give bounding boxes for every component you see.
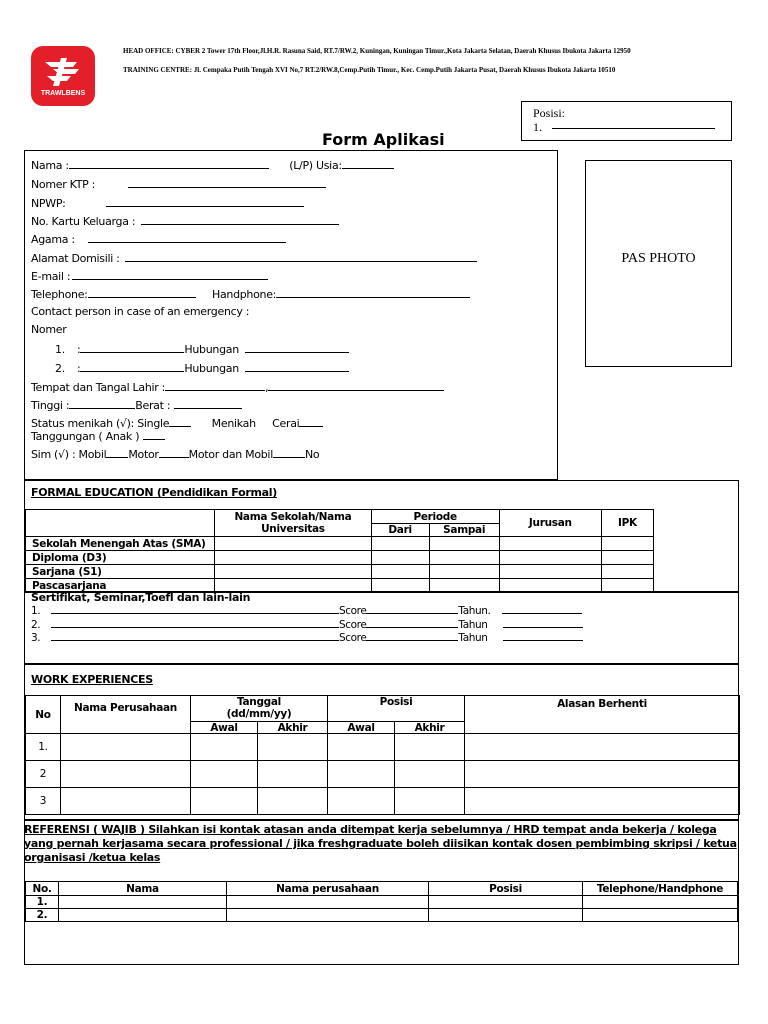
handphone-label: Handphone: — [211, 288, 277, 301]
telephone-field[interactable] — [31, 287, 470, 301]
motor-mobil-option: Motor dan Mobil — [188, 448, 273, 461]
emergency-contact-row[interactable]: 2. : Hubungan — [55, 361, 349, 375]
certificate-row[interactable]: 3. Score Tahun — [31, 632, 583, 644]
col-perusahaan-header: Nama perusahaan — [227, 882, 429, 896]
hubungan-label: Hubungan — [184, 362, 239, 375]
col-awal-header: Awal — [191, 722, 258, 734]
referensi-instructions: REFERENSI ( WAJIB ) Silahkan isi kontak atasan anda ditempat kerja sebelumnya / HRD tempat anda bekerja / kolega yang pernah kerjasama secara professional / jika freshgraduate boleh diisikan kontak dosen pembimbing skripsi / ketua organisasi /ketua kelas — [24, 823, 737, 864]
berat-label: Berat : — [135, 399, 171, 412]
education-level: Sarjana (S1) — [26, 565, 215, 579]
col-nama-header: Nama — [59, 882, 227, 896]
col-posisi-header: Posisi — [328, 696, 465, 722]
cerai-option: Cerai — [272, 417, 300, 430]
usia-label: Usia: — [316, 159, 342, 172]
hubungan-label: Hubungan — [184, 343, 239, 356]
certificate-row[interactable]: 1. Score Tahun. — [31, 605, 582, 617]
sim-label: Sim (√) : Mobil — [31, 448, 107, 461]
kk-label: No. Kartu Keluarga : — [31, 215, 136, 228]
tinggi-berat-field[interactable] — [31, 398, 242, 412]
ttl-label: Tempat dan Tangal Lahir : — [31, 381, 166, 394]
sim-field[interactable] — [31, 447, 319, 461]
nama-field[interactable] — [31, 158, 394, 172]
education-table — [25, 509, 654, 593]
certificate-row[interactable]: 2. Score Tahun — [31, 619, 583, 631]
ktp-label: Nomer KTP : — [31, 178, 96, 191]
col-dari-header: Dari — [371, 524, 429, 537]
table-row: 1. — [26, 896, 738, 909]
form-title: Form Aplikasi — [322, 130, 445, 149]
col-jurusan-header: Jurusan — [499, 510, 601, 537]
col-akhir-header: Akhir — [258, 722, 328, 734]
logo-text: TRAWLBENS — [40, 90, 86, 97]
lp-label: (L/P) — [289, 159, 313, 172]
col-posisi-header: Posisi — [429, 882, 583, 896]
work-title: WORK EXPERIENCES — [31, 673, 153, 686]
col-sampai-header: Sampai — [429, 524, 499, 537]
col-company-header: Nama Perusahaan — [61, 696, 191, 734]
telephone-label: Telephone: — [31, 288, 88, 301]
nomer-label: Nomer — [31, 323, 67, 336]
kk-field[interactable] — [31, 214, 339, 228]
certificates-title: Sertifikat, Seminar,Toefl dan lain-lain — [31, 591, 251, 604]
agama-label: Agama : — [31, 233, 75, 246]
status-label: Status menikah (√): Single — [31, 417, 170, 430]
ec-row-number: 1. — [55, 343, 65, 356]
referensi-table — [25, 881, 738, 922]
col-no-header: No. — [26, 882, 59, 896]
education-level: Diploma (D3) — [26, 551, 215, 565]
col-phone-header: Telephone/Handphone — [583, 882, 738, 896]
head-office-address: HEAD OFFICE: CYBER 2 Tower 17th Floor,Jl.H.R. Rasuna Said, RT.7/RW.2, Kuningan, Kuningan Timur.,Kota Jakarta Selatan, Daerah Khusus Ibukota Jakarta 12950 — [123, 47, 631, 55]
table-row: 2. — [26, 909, 738, 922]
email-label: E-mail : — [31, 270, 71, 283]
alamat-label: Alamat Domisili : — [31, 252, 120, 265]
agama-field[interactable] — [31, 232, 286, 246]
posisi-item-number: 1. — [533, 120, 542, 134]
work-table — [25, 695, 740, 815]
posisi-label: Posisi: — [533, 106, 566, 120]
education-title: FORMAL EDUCATION (Pendidikan Formal) — [31, 486, 277, 499]
col-awal-header: Awal — [328, 722, 395, 734]
training-centre-address: TRAINING CENTRE: Jl. Cempaka Putih Tengah XVI No,7 RT.2/RW.8,Cemp.Putih Timur., Kec. Cemp.Putih Jakarta Pusat, Daerah Khusus Ibukota Jakarta 10510 — [123, 66, 616, 74]
ktp-field[interactable] — [31, 177, 326, 191]
no-option: No — [304, 448, 320, 461]
status-field[interactable] — [31, 416, 323, 430]
col-tanggal-header: Tanggal (dd/mm/yy) — [191, 696, 328, 722]
nama-label: Nama : — [31, 159, 69, 172]
col-ipk-header: IPK — [601, 510, 653, 537]
logo-mark-icon — [31, 48, 95, 92]
menikah-option: Menikah — [211, 417, 256, 430]
col-periode-header: Periode — [371, 510, 499, 524]
table-row — [26, 565, 654, 579]
posisi-box — [521, 101, 732, 141]
col-school-header: Nama Sekolah/Nama Universitas — [215, 510, 371, 537]
contact-person-label: Contact person in case of an emergency : — [31, 305, 250, 318]
npwp-field[interactable] — [31, 196, 304, 210]
pas-photo-box[interactable] — [585, 160, 732, 367]
tanggungan-label: Tanggungan ( Anak ) — [31, 430, 140, 443]
npwp-label: NPWP: — [31, 197, 66, 210]
col-akhir-header: Akhir — [395, 722, 465, 734]
email-field[interactable] — [31, 269, 268, 283]
motor-option: Motor — [128, 448, 159, 461]
table-row: 2 — [26, 761, 740, 788]
company-logo — [31, 46, 95, 106]
ttl-field[interactable]: Tempat dan Tangal Lahir : , — [31, 380, 444, 394]
tanggungan-field[interactable] — [31, 429, 165, 443]
table-row: 3 — [26, 788, 740, 815]
pas-photo-label: PAS PHOTO — [621, 251, 696, 266]
education-level: Sekolah Menengah Atas (SMA) — [26, 537, 215, 551]
table-row — [26, 537, 654, 551]
emergency-contact-row[interactable]: 1. : Hubungan — [55, 342, 349, 356]
table-row — [26, 551, 654, 565]
table-row: 1. — [26, 734, 740, 761]
col-no-header: No — [26, 696, 61, 734]
alamat-field[interactable] — [31, 251, 477, 265]
ec-row-number: 2. — [55, 362, 65, 375]
tinggi-label: Tinggi : — [31, 399, 70, 412]
posisi-input-line[interactable] — [552, 128, 715, 129]
col-alasan-header: Alasan Berhenti — [465, 696, 740, 734]
education-level: Pascasarjana — [26, 579, 215, 593]
